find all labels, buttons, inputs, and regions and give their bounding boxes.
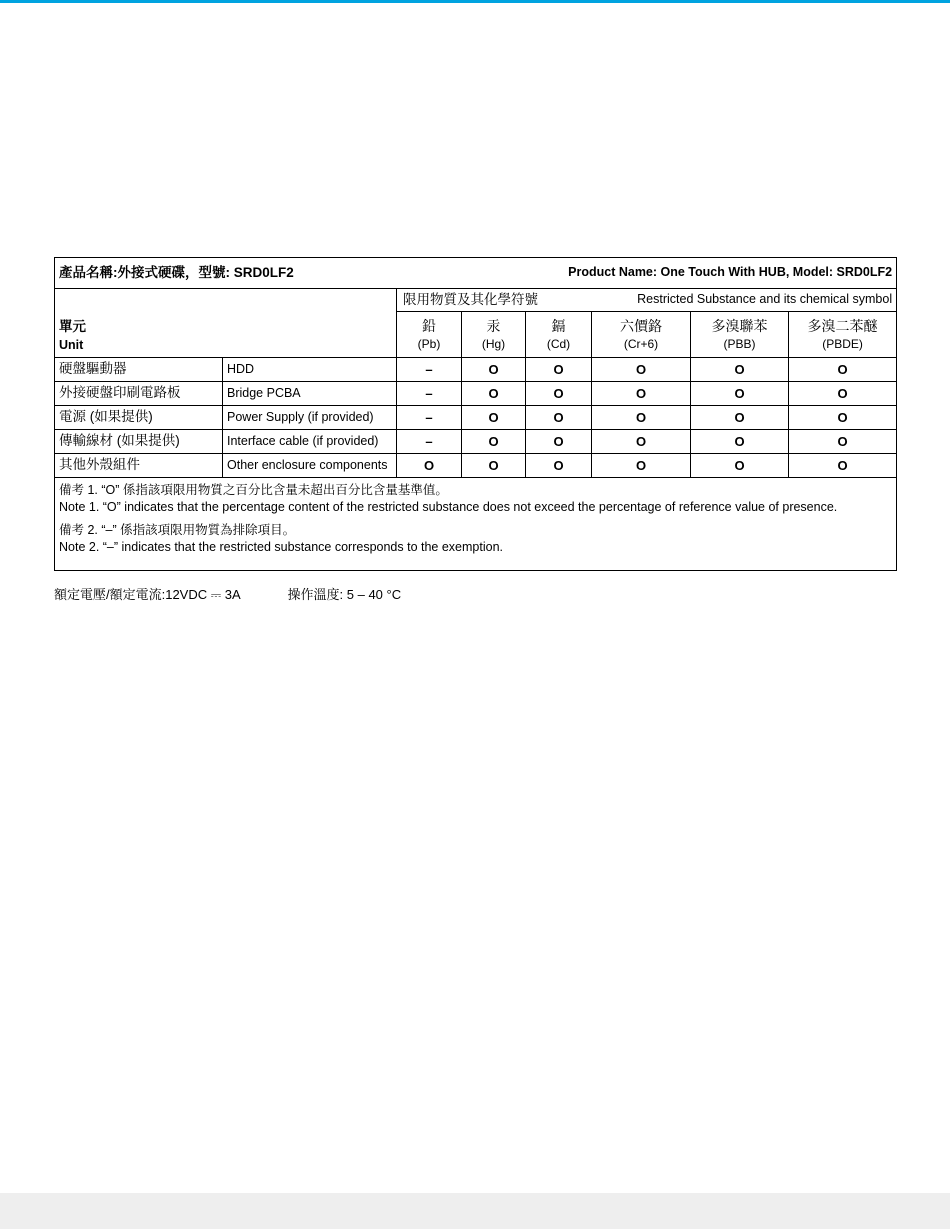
substance-mark: O xyxy=(526,430,592,454)
substance-mark: O xyxy=(691,454,789,478)
substance-mark: O xyxy=(462,406,526,430)
substance-mark: – xyxy=(397,406,462,430)
substance-header-chromium xyxy=(592,312,691,358)
part-name-zh: 外接硬盤印刷電路板 xyxy=(55,382,223,406)
substance-mark: O xyxy=(789,358,897,382)
substance-header-lead xyxy=(397,312,462,358)
part-name-en: Power Supply (if provided) xyxy=(223,406,397,430)
substance-mark: – xyxy=(397,382,462,406)
table-row xyxy=(55,430,897,454)
substance-mark: O xyxy=(592,430,691,454)
substance-mark: O xyxy=(526,382,592,406)
substance-name: 多溴聯苯 xyxy=(711,317,768,334)
substance-name: 多溴二苯醚 xyxy=(807,317,878,334)
note-1-en: Note 1. “O” indicates that the percentage content of the restricted substance does not exceed the percentage of reference value of presence. xyxy=(59,500,838,514)
voltage-current-rating: 額定電壓/額定電流:12VDC ⎓ 3A xyxy=(54,587,240,602)
product-title-zh: 產品名稱:外接式硬碟，型號: SRD0LF2 xyxy=(59,264,294,280)
unit-label-en: Unit xyxy=(59,338,84,352)
substance-symbol: (PBDE) xyxy=(822,336,863,351)
note-1-zh: 備考 1. “O” 係指該項限用物質之百分比含量未超出百分比含量基準值。 xyxy=(59,483,448,497)
table-row xyxy=(55,406,897,430)
part-name-en: Interface cable (if provided) xyxy=(223,430,397,454)
substance-mark: O xyxy=(592,358,691,382)
rating-line xyxy=(54,584,401,603)
unit-label-zh: 單元 xyxy=(59,318,86,334)
substance-mark: O xyxy=(691,406,789,430)
substance-symbol: (Cr+6) xyxy=(623,336,659,351)
substance-mark: O xyxy=(691,358,789,382)
substance-mark: O xyxy=(462,454,526,478)
notes-cell xyxy=(55,478,897,571)
substance-mark: O xyxy=(526,454,592,478)
substance-mark: O xyxy=(789,406,897,430)
restricted-substances-table xyxy=(54,257,897,571)
part-name-zh: 傳輸線材 (如果提供) xyxy=(55,430,223,454)
substance-mark: O xyxy=(397,454,462,478)
substance-symbol: (Pb) xyxy=(417,336,441,351)
substance-header-mercury xyxy=(462,312,526,358)
substance-mark: O xyxy=(789,454,897,478)
note-2-en: Note 2. “–” indicates that the restricted substance corresponds to the exemption. xyxy=(59,540,503,554)
part-name-en: Other enclosure components xyxy=(223,454,397,478)
table-row xyxy=(55,358,897,382)
substance-name: 鎘 xyxy=(551,317,566,334)
substance-mark: O xyxy=(526,406,592,430)
part-name-en: HDD xyxy=(223,358,397,382)
part-name-zh: 電源 (如果提供) xyxy=(55,406,223,430)
table-row xyxy=(55,454,897,478)
substance-symbol: (PBB) xyxy=(723,336,756,351)
substance-symbol: (Hg) xyxy=(481,336,506,351)
substance-mark: O xyxy=(789,430,897,454)
substance-mark: O xyxy=(592,406,691,430)
substance-group-label-zh: 限用物質及其化學符號 xyxy=(403,291,538,307)
substance-mark: O xyxy=(592,454,691,478)
substance-group-header xyxy=(397,289,897,312)
table-title-cell xyxy=(55,258,897,289)
product-title-en: Product Name: One Touch With HUB, Model: SRD0LF2 xyxy=(568,264,893,279)
substance-mark: – xyxy=(397,430,462,454)
substance-mark: O xyxy=(462,382,526,406)
substance-group-label-en: Restricted Substance and its chemical symbol xyxy=(637,291,893,306)
substance-mark: O xyxy=(691,382,789,406)
substance-mark: O xyxy=(462,358,526,382)
table-row xyxy=(55,382,897,406)
substance-symbol: (Cd) xyxy=(546,336,571,351)
substance-mark: – xyxy=(397,358,462,382)
table-title-row xyxy=(55,258,897,289)
substance-header-cadmium xyxy=(526,312,592,358)
substance-name: 六價鉻 xyxy=(620,317,662,334)
substance-header-pbde xyxy=(789,312,897,358)
part-name-en: Bridge PCBA xyxy=(223,382,397,406)
notes-row xyxy=(55,478,897,571)
substance-name: 汞 xyxy=(486,317,501,334)
bottom-band xyxy=(0,1193,950,1229)
substance-group-row xyxy=(55,289,897,312)
top-accent-rule xyxy=(0,0,950,3)
substance-mark: O xyxy=(789,382,897,406)
unit-header-cell xyxy=(55,289,397,358)
substance-mark: O xyxy=(526,358,592,382)
part-name-zh: 其他外殼組件 xyxy=(55,454,223,478)
substance-mark: O xyxy=(691,430,789,454)
substance-mark: O xyxy=(592,382,691,406)
substance-name: 鉛 xyxy=(422,317,436,334)
note-2-zh: 備考 2. “–” 係指該項限用物質為排除項目。 xyxy=(59,523,296,537)
operating-temperature: 操作溫度: 5 – 40 °C xyxy=(287,587,402,602)
substance-mark: O xyxy=(462,430,526,454)
substance-header-pbb xyxy=(691,312,789,358)
part-name-zh: 硬盤驅動器 xyxy=(55,358,223,382)
